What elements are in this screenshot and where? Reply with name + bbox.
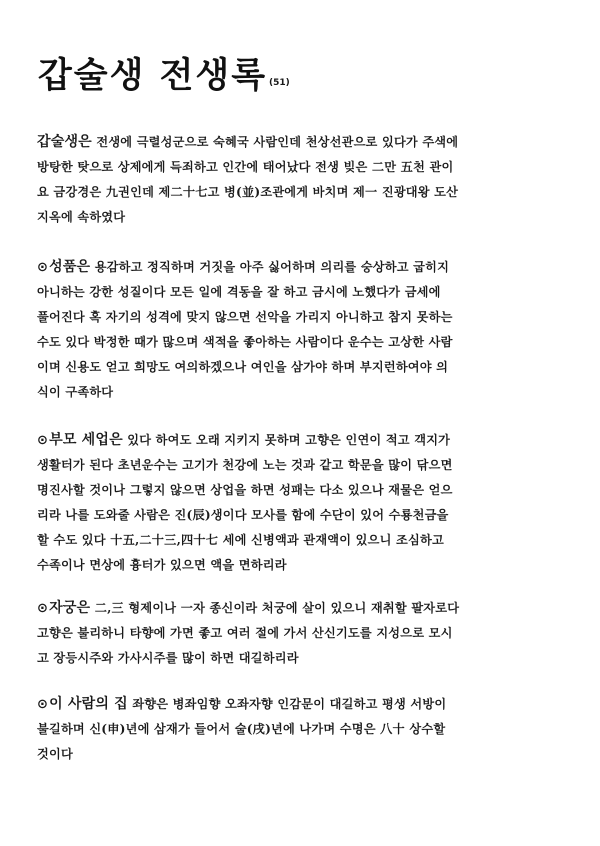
section-line: 이며 신용도 얻고 희망도 여의하겠으나 여인을 삼가야 하며 부지런하여야 의 xyxy=(37,360,449,374)
section-line: 고 장등시주와 가사시주를 많이 하면 대길하리라 xyxy=(37,651,299,665)
section-line: 리라 나를 도와줄 사람은 진(辰)생이다 모사를 함에 수단이 있어 수룡천금을 xyxy=(37,508,449,522)
section-line xyxy=(37,255,563,280)
section-line: 것이다 xyxy=(37,747,73,761)
section-text: 좌향은 병좌임향 오좌자향 인감문이 대길하고 평생 서방이 xyxy=(127,697,447,711)
section-birth-record xyxy=(37,130,563,230)
section-line: 수족이나 면상에 흉터가 있으면 액을 면하리라 xyxy=(37,558,287,572)
bullet-icon: ⊙ xyxy=(37,697,49,712)
section-line: 생활터가 된다 초년운수는 고기가 천강에 노는 것과 같고 학문을 많이 닦으면 xyxy=(37,458,453,472)
page-number: (51) xyxy=(269,78,290,88)
section-line: 수도 있다 박정한 때가 많으며 색적을 좋아하는 사람이다 운수는 고상한 사람 xyxy=(37,335,453,349)
section-line: 식이 구족하다 xyxy=(37,385,114,399)
section-text: 용감하고 정직하며 거짓을 아주 싫어하며 의리를 숭상하고 굽히지 xyxy=(90,260,450,274)
section-text: 二,三 형제이나 一자 종신이라 처궁에 살이 있으니 재취할 팔자로다 xyxy=(90,601,460,615)
section-personality xyxy=(37,255,563,405)
bullet-icon: ⊙ xyxy=(37,260,49,275)
section-line: 불길하며 신(申)년에 삼재가 들어서 술(戌)년에 나가며 수명은 八十 상수할 xyxy=(37,722,446,736)
section-heading: 갑술생은 xyxy=(37,134,92,150)
section-line: 아니하는 강한 성질이다 모든 일에 격동을 잘 하고 금시에 노했다가 금세에 xyxy=(37,285,441,299)
section-text: 있다 하여도 오래 지키지 못하며 고향은 인연이 적고 객지가 xyxy=(122,433,451,447)
bullet-icon: ⊙ xyxy=(37,433,49,448)
section-text: 전생에 극렬성군으로 숙혜국 사람인데 천상선관으로 있다가 주색에 xyxy=(91,135,459,149)
section-line: 지옥에 속하였다 xyxy=(37,210,126,224)
section-line xyxy=(37,428,563,453)
section-children xyxy=(37,596,563,671)
section-line: 할 수도 있다 十五,二十三,四十七 세에 신병액과 관재액이 있으니 조심하고 xyxy=(37,533,444,547)
section-line xyxy=(37,130,563,155)
section-line xyxy=(37,692,563,717)
section-heading: 이 사람의 집 xyxy=(49,696,128,712)
section-line xyxy=(37,596,563,621)
section-heading: 부모 세업은 xyxy=(49,432,123,448)
section-heading: 자궁은 xyxy=(49,600,91,616)
section-house xyxy=(37,692,563,767)
section-line: 풀어진다 혹 자기의 성격에 맞지 않으면 선악을 가리지 아니하고 참지 못하는 xyxy=(37,310,453,324)
title-block xyxy=(38,48,290,98)
section-line: 고향은 불리하니 타향에 가면 좋고 여러 절에 가서 산신기도를 지성으로 모시 xyxy=(37,626,453,640)
section-line: 명진사할 것이나 그렇지 않으면 상업을 하면 성패는 다소 있으나 재물은 얻으 xyxy=(37,483,453,497)
section-family-business xyxy=(37,428,563,578)
bullet-icon: ⊙ xyxy=(37,601,49,616)
page-title: 갑술생 전생록 xyxy=(38,56,268,96)
section-line: 방탕한 탓으로 상제에게 득죄하고 인간에 태어났다 전생 빚은 二만 五천 관이 xyxy=(37,160,454,174)
section-heading: 성품은 xyxy=(49,259,91,275)
section-line: 요 금강경은 九권인데 제二十七고 병(並)조관에게 바치며 제一 진광대왕 도산 xyxy=(37,185,459,199)
